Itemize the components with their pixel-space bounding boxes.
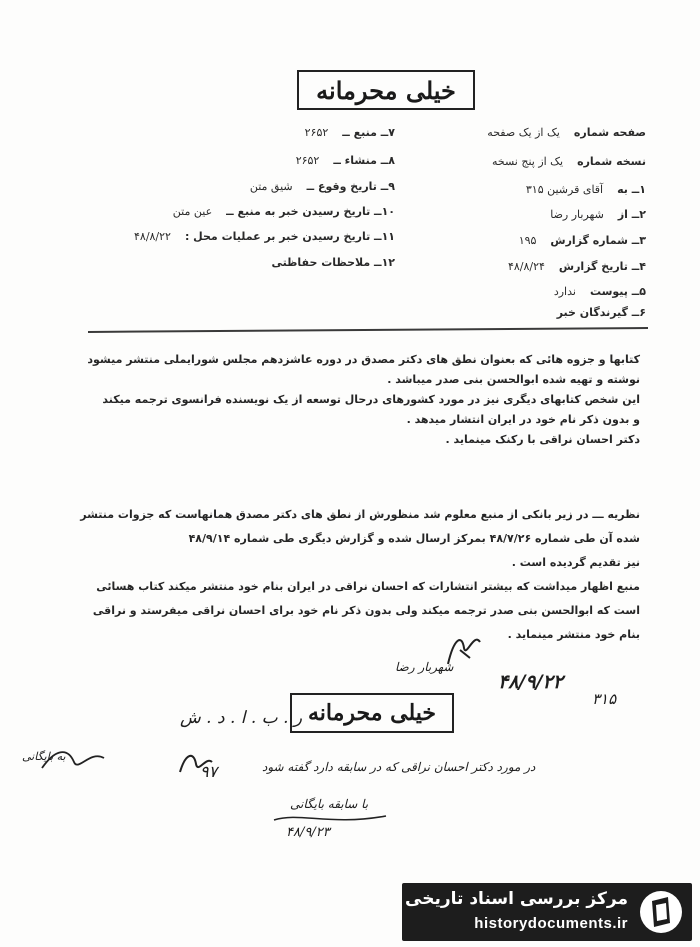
field-security-notes: ۱۲ــ ملاحظات حفاظتی	[271, 256, 395, 269]
body-line: دکتر احسان نراقی با رکنک مینماید .	[445, 433, 640, 446]
analysis-line: منبع اظهار میداشت که بیشتر انتشارات که احسان نراقی در ایران بنام خود منتشر میکند کتاب هسائی	[96, 580, 640, 593]
field-operations-receipt-date: ۱۱ــ تاریخ رسیدن خبر بر عملیات محل :۴۸/۸/۲۲	[134, 230, 395, 243]
logo-emblem-icon	[638, 889, 684, 935]
field-event-date: ۹ــ تاریخ وقوع ــشیق متن	[249, 180, 395, 193]
handwritten-instruction: در مورد دکتر احسان نراقی که در سابقه دارد گفته شود	[262, 760, 536, 774]
signer-name: شهربار رضا	[395, 660, 454, 674]
classification-stamp: خیلی محرمانه	[297, 70, 475, 110]
report-body	[65, 350, 640, 450]
field-from: ۲ــ ازشهربار رضا	[550, 208, 646, 221]
field-recipients: ۶ــ گیرندگان خبر	[556, 306, 646, 319]
classification-stamp-bottom: خیلی محرمانه	[290, 693, 454, 733]
body-line: کتابها و جزوه هائی که بعنوان نطق های دکتر مصدق در دوره عاشزدهم مجلس شورایملی منتشر میشود	[87, 353, 640, 366]
handwritten-number: ۹۷	[200, 762, 218, 781]
analysis-line: بنام خود منتشر مینماید .	[507, 628, 640, 641]
handwritten-date: ۴۸/۹/۲۲	[498, 671, 563, 693]
handwritten-note: ر . ب . ا . د . ش	[180, 708, 303, 728]
body-line: این شخص کتابهای دیگری نیز در مورد کشورهای درحال توسعه از یک نویسنده فرانسوی ترجمه میکند	[102, 393, 640, 406]
field-report-number: ۳ــ شماره گزارش۱۹۵	[518, 234, 646, 247]
handwritten-code: ۳۱۵	[592, 690, 617, 708]
field-source-receipt-date: ۱۰ــ تاریخ رسیدن خبر به منبع ــعین متن	[172, 205, 395, 218]
divider-line	[88, 327, 648, 333]
analysis-line: شده آن طی شماره ۴۸/۷/۲۶ بمرکز ارسال شده و گزارش دیگری طی شماره ۴۸/۹/۱۴	[188, 532, 640, 545]
handwritten-date-2: ۴۸/۹/۲۳	[286, 825, 330, 840]
watermark-logo	[402, 883, 692, 941]
side-scribble	[38, 742, 108, 776]
watermark-text-fa: مرکز بررسی اسناد تاریخی	[405, 889, 628, 909]
body-line: و بدون ذکر نام خود در ایران انتشار میدهد .	[406, 413, 640, 426]
watermark-text-en: historydocuments.ir	[474, 915, 628, 932]
handwritten-side-note: به بایگانی	[22, 750, 66, 763]
analysis-line: نظریه ـــ در زیر بانکی از منبع معلوم شد منظورش از نطق های دکتر مصدق همانهاست که جزوات منتشر	[80, 508, 640, 521]
report-analysis	[60, 503, 640, 647]
handwritten-archive: با سابقه بایگانی	[290, 797, 369, 811]
analysis-line: است که ابوالحسن بنی صدر ترجمه میکند ولی بدون ذکر نام خود برای احسان نراقی میفرستد و نراقی	[92, 604, 640, 617]
field-attachment: ۵ــ پیوستندارد	[553, 285, 646, 298]
field-source: ۷ــ منبع ــ۲۶۵۲	[304, 126, 395, 139]
field-copy-number: نسخه شمارهیک از پنج نسخه	[491, 155, 646, 168]
field-page-number: صفحه شمارهیک از یک صفحه	[487, 126, 646, 139]
field-to: ۱ــ بهآقای قرشین ۳۱۵	[525, 183, 646, 196]
analysis-line: نیز تقدیم گردیده است .	[511, 556, 640, 569]
field-origin: ۸ــ منشاء ــ۲۶۵۲	[295, 154, 395, 167]
body-line: نوشته و تهیه شده ابوالحسن بنی صدر میباشد .	[387, 373, 640, 386]
field-report-date: ۴ــ تاریخ گزارش۴۸/۸/۲۴	[507, 260, 646, 273]
handwritten-scribble	[176, 748, 216, 778]
